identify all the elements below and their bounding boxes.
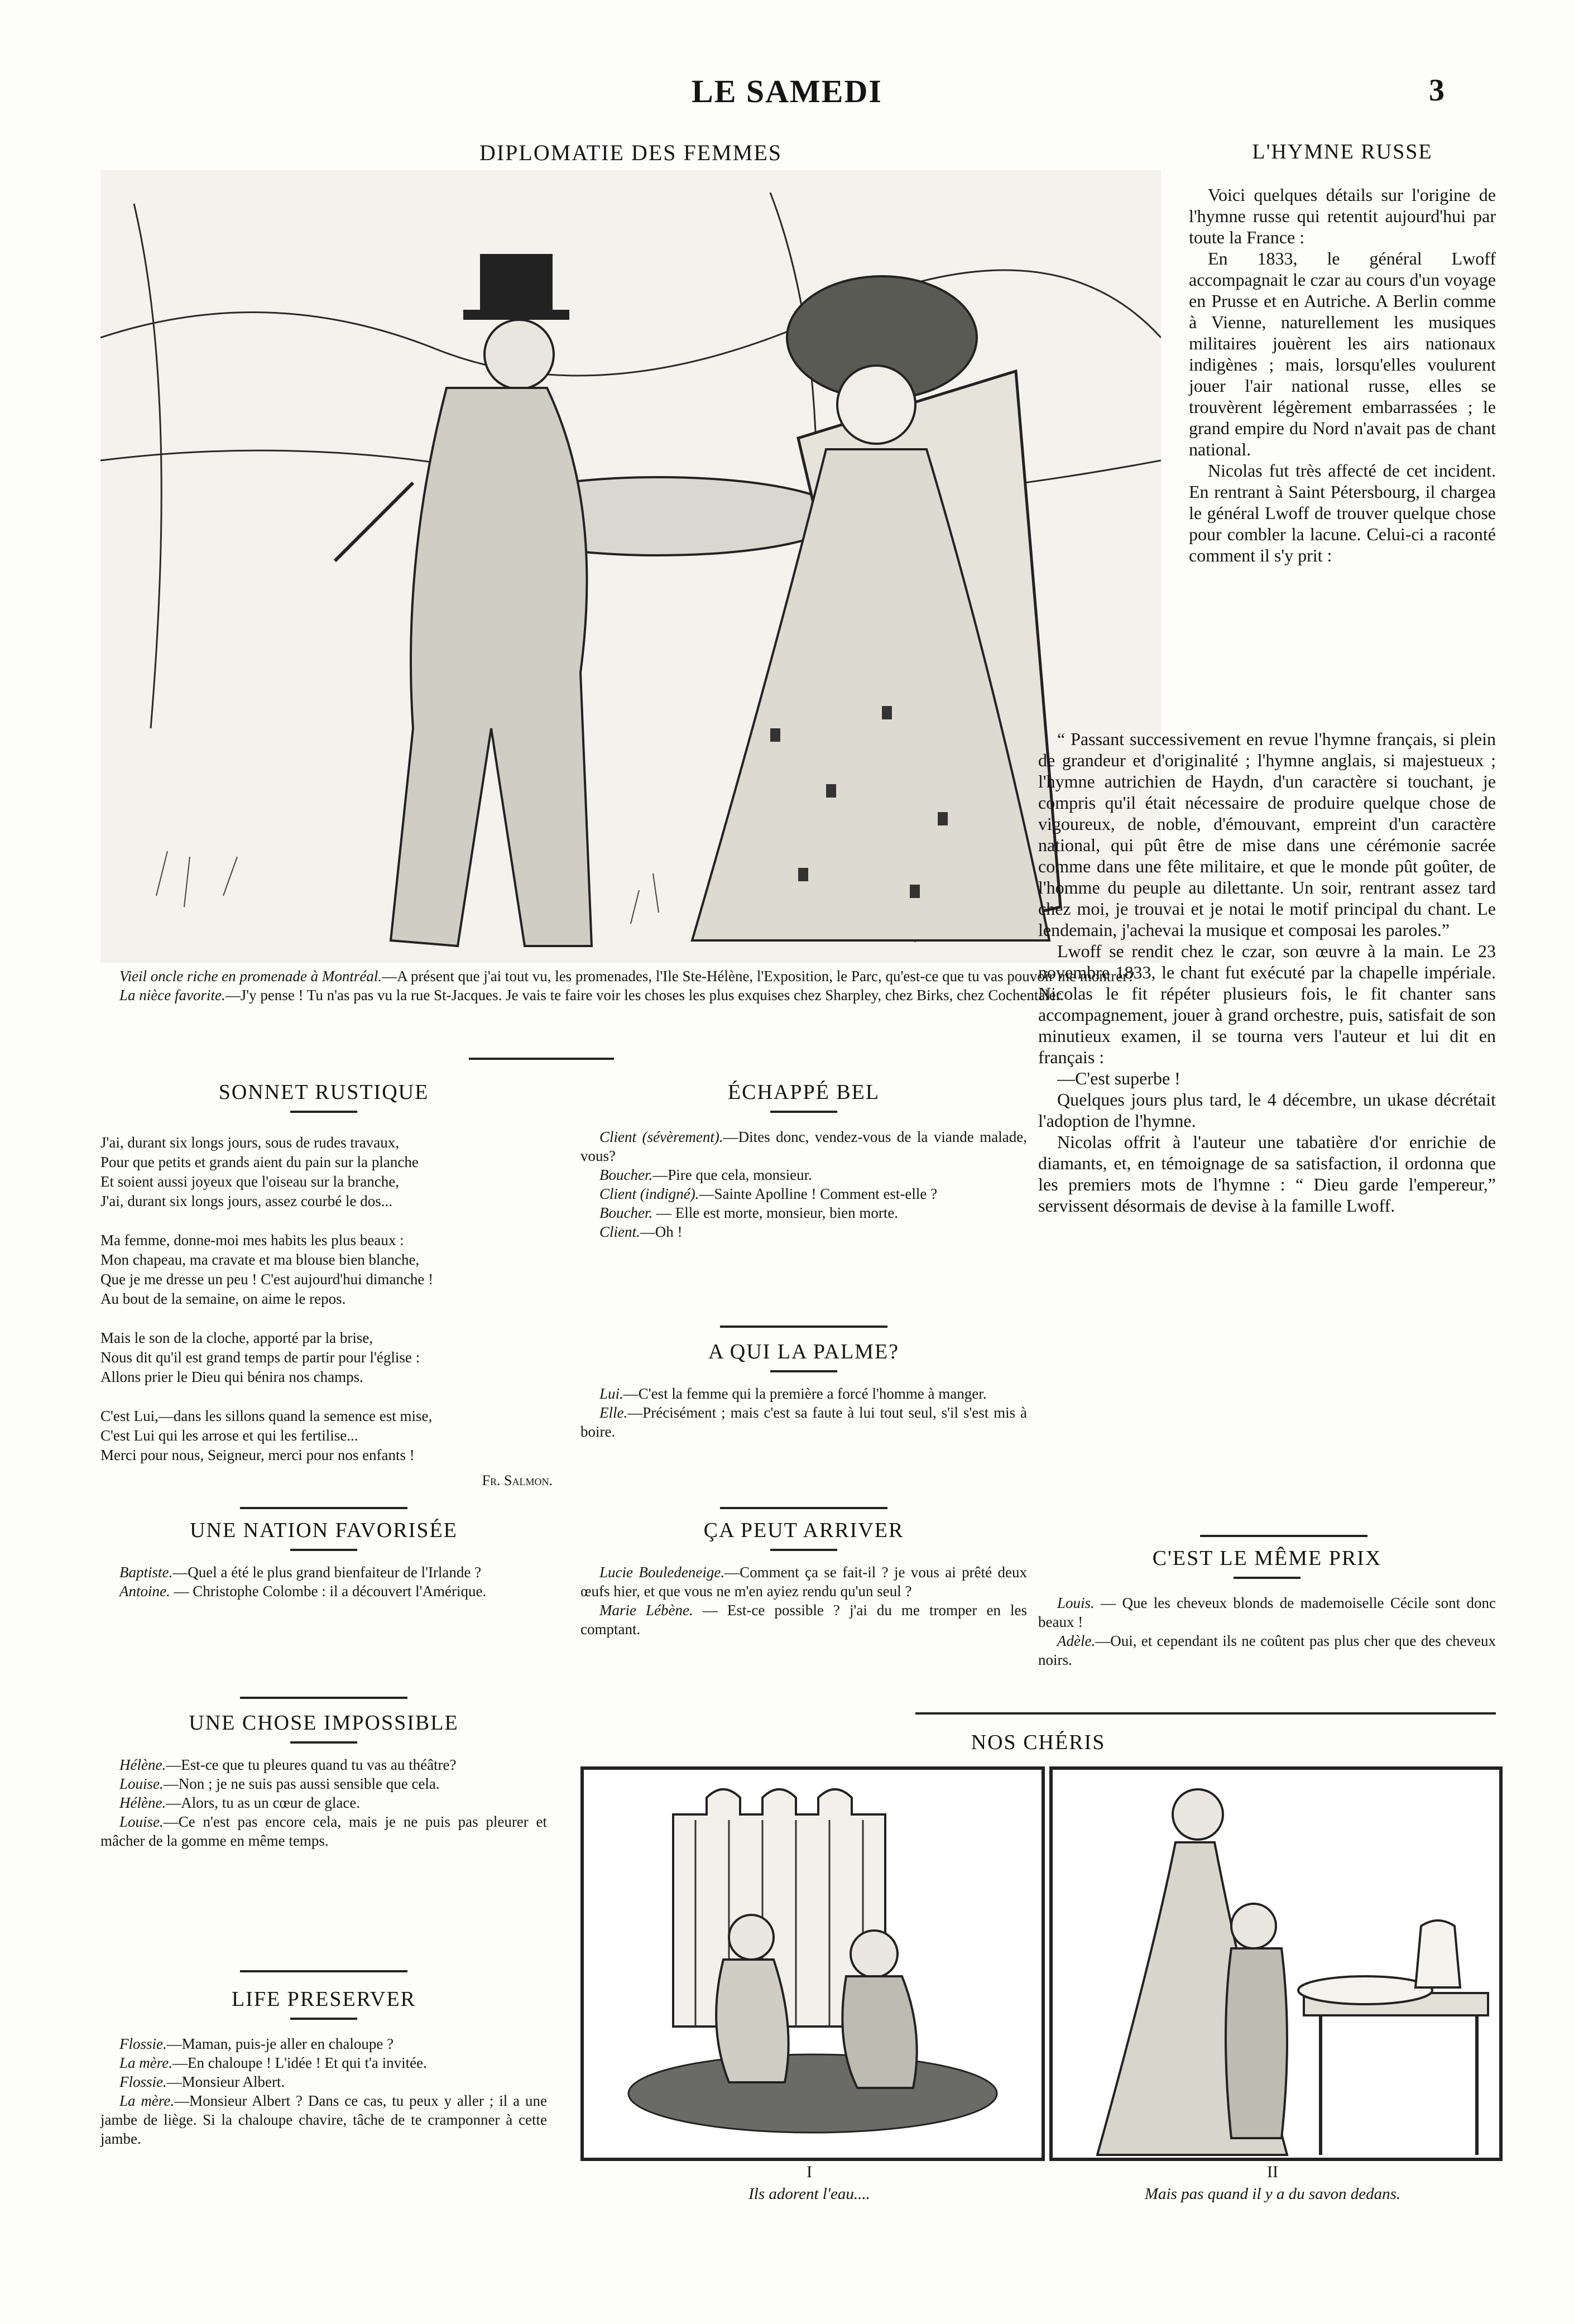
echappe-dialogue: Client (sévèrement).—Dites donc, vendez-vous de la viande malade, vous? Boucher.—Pire que cela, monsieur. Client (indigné).—Sainte Apolline ! Comment est-elle ? Boucher. — Elle est morte, monsieur, bien morte. Client.—Oh ! [580, 1129, 1027, 1240]
caption-line-niece: La nièce favorite.—J'y pense ! Tu n'as pas vu la rue St-Jacques. Je vais te faire voir les choses les plus exquises chez Sharpley, chez Birks, chez Cochentaler. [119, 987, 1064, 1003]
prix-heading: C'EST LE MÊME PRIX [1152, 1547, 1382, 1570]
panel-1-numeral: I [807, 2163, 812, 2181]
divider [290, 1741, 357, 1744]
palme-heading: A QUI LA PALME? [708, 1340, 900, 1363]
hymne-paragraph: En 1833, le général Lwoff accompagnait le czar au cours d'un voyage en Prusse et en Autriche. A Berlin comme à Vienne, naturellement les musiques militaires jouèrent les airs nationaux indigènes ; mais, lorsqu'elles voulurent jouer l'air national russe, elles se trouvèrent légèrement embarrassées ; le grand empire du Nord n'avait pas de chant national. [1189, 248, 1496, 459]
life-dialogue: Flossie.—Maman, puis-je aller en chaloupe ? La mère.—En chaloupe ! L'idée ! Et qui t'a invitée. Flossie.—Monsieur Albert. La mère.—Monsieur Albert ? Dans ce cas, tu peux y aller ; il a une jambe de liège. Si la chaloupe chavire, tâche de te cramponner à cette jambe. [100, 2035, 547, 2147]
divider [720, 1507, 887, 1509]
arriver-dialogue: Lucie Bouledeneige.—Comment ça se fait-il ? je vous ai prêté deux œufs hier, et que vous ne m'en ayiez rendu qu'un seul ? Marie Lébène. — Est-ce possible ? j'ai du me tromper en les comptant. [580, 1564, 1028, 1638]
hymne-paragraph: “ Passant successivement en revue l'hymne français, si plein de grandeur et d'originalité ; l'hymne anglais, si majestueux ; l'hymne autrichien de Haydn, d'un caractère si touchant, je compris qu'il était nécessaire de produire quelque chose de vigoureux, de noble, d'émouvant, empreint d'un caractère national, qui pût être de mise dans une cérémonie sacrée comme dans une fête militaire, et que le monde pût goûter, de l'homme du peuple au dilettante. Un soir, rentrant assez tard chez moi, je trouvai et je notai le motif principal du chant. Le lendemain, j'achevai la musique et composai les paroles.” [1038, 729, 1496, 940]
echappe-heading: ÉCHAPPÉ BEL [727, 1081, 880, 1104]
life-heading: LIFE PRESERVER [231, 1987, 416, 2011]
cheris-panel-2 [1049, 1766, 1503, 2161]
hymne-paragraph: Quelques jours plus tard, le 4 décembre, un ukase décrétait l'adoption de l'hymne. [1038, 1089, 1496, 1131]
hymne-paragraph: Lwoff se rendit chez le czar, son œuvre à la main. Le 23 novembre 1833, le chant fut exécuté par la chapelle impériale. Nicolas le fit répéter plusieurs fois, le fit chanter sans accompagnement, jouer à grand orchestre, puis, satisfait de son minutieux examen, il se tourna vers l'auteur et lui dit en français : [1038, 941, 1496, 1067]
impossible-dialogue: Hélène.—Est-ce que tu pleures quand tu vas au théâtre? Louise.—Non ; je ne suis pas aussi sensible que cela. Hélène.—Alors, tu as un cœur de glace. Louise.—Ce n'est pas encore cela, mais je ne puis pas pleurer et mâcher de la gomme en même temps. [100, 1756, 547, 1849]
cheris-heading: NOS CHÉRIS [971, 1731, 1106, 1754]
engraving-uncle-niece [100, 170, 1161, 963]
divider [469, 1058, 614, 1060]
palme-dialogue: Lui.—C'est la femme qui la première a forcé l'homme à manger. Elle.—Précisément ; mais c'est sa faute à lui tout seul, s'il s'est mis à boire. [580, 1385, 1027, 1440]
panel-2-numeral: II [1267, 2163, 1278, 2181]
divider [770, 1111, 837, 1113]
divider [240, 1697, 407, 1699]
nation-dialogue: Baptiste.—Quel a été le plus grand bienfaiteur de l'Irlande ? Antoine. — Christophe Colombe : il a découvert l'Amérique. [119, 1564, 487, 1600]
page-number: 3 [1429, 73, 1445, 108]
cheris-panel-1 [580, 1766, 1045, 2161]
divider [770, 1370, 837, 1372]
divider [240, 1507, 407, 1509]
hymne-paragraph: Voici quelques détails sur l'origine de l'hymne russe qui retentit aujourd'hui par toute la France : [1189, 185, 1496, 247]
divider [915, 1712, 1496, 1715]
sonnet-signature: Fr. Salmon. [482, 1472, 553, 1488]
sonnet-stanza: J'ai, durant six longs jours, sous de rudes travaux, Pour que petits et grands aient du pain sur la planche Et soient aussi joyeux que l'oiseau sur la branche, J'ai, durant six longs jours, assez courbé le dos... [100, 1134, 419, 1209]
divider [1200, 1535, 1367, 1537]
divider [290, 1111, 357, 1113]
masthead-title: LE SAMEDI [692, 73, 882, 109]
panel-2-caption: Mais pas quand il y a du savon dedans. [1144, 2185, 1401, 2203]
divider [290, 2018, 357, 2020]
nation-heading: UNE NATION FAVORISÉE [190, 1519, 458, 1542]
divider [770, 1549, 837, 1551]
hymne-paragraph: Nicolas offrit à l'auteur une tabatière d'or enrichie de diamants, et, en témoignage de sa satisfaction, il ordonna que les premiers mots de l'hymne : “ Dieu garde l'empereur,” servissent désormais de devise à la famille Lwoff. [1038, 1132, 1496, 1216]
divider [240, 1970, 407, 1972]
panel-1-caption: Ils adorent l'eau.... [748, 2185, 870, 2203]
impossible-heading: UNE CHOSE IMPOSSIBLE [189, 1711, 459, 1735]
engraving-children-water [584, 1770, 1042, 2158]
caption-line-uncle: Vieil oncle riche en promenade à Montréal.—A présent que j'ai tout vu, les promenades, l'Ile Ste-Hélène, l'Exposition, le Parc, qu'est-ce que tu vas pouvoir me montrer? [119, 968, 1135, 985]
divider [720, 1326, 887, 1328]
engraving-mother-washing-child [1053, 1770, 1499, 2158]
sonnet-heading: SONNET RUSTIQUE [218, 1081, 429, 1104]
sonnet-poem [100, 1133, 553, 1490]
sonnet-stanza: C'est Lui,—dans les sillons quand la semence est mise, C'est Lui qui les arrose et qui les fertilise... Merci pour nous, Seigneur, merci pour nos enfants ! [100, 1408, 433, 1463]
hymne-paragraph: Nicolas fut très affecté de cet incident. En rentrant à Saint Pétersbourg, il chargea le général Lwoff de trouver quelque chose pour combler la lacune. Celui-ci a raconté comment il s'y prit : [1189, 460, 1496, 565]
prix-dialogue: Louis. — Que les cheveux blonds de mademoiselle Cécile sont donc beaux ! Adèle.—Oui, et cependant ils ne coûtent pas plus cher que des cheveux noirs. [1038, 1595, 1496, 1668]
hymne-paragraph: —C'est superbe ! [1057, 1068, 1180, 1088]
divider [290, 1549, 357, 1551]
hymne-text-column [1189, 184, 1496, 566]
divider [1234, 1577, 1301, 1579]
diplomatie-caption [100, 967, 1172, 1005]
hymne-heading: L'HYMNE RUSSE [1252, 140, 1433, 164]
sonnet-stanza: Mais le son de la cloche, apporté par la brise, Nous dit qu'il est grand temps de partir pour l'église : Allons prier le Dieu qui bénira nos champs. [100, 1329, 420, 1385]
sonnet-stanza: Ma femme, donne-moi mes habits les plus beaux : Mon chapeau, ma cravate et ma blouse bien blanche, Que je me dresse un peu ! C'est aujourd'hui dimanche ! Au bout de la semaine, on aime le repos. [100, 1232, 434, 1307]
diplomatie-heading: DIPLOMATIE DES FEMMES [479, 140, 783, 165]
arriver-heading: ÇA PEUT ARRIVER [703, 1519, 904, 1542]
hymne-text-lower [1038, 728, 1496, 1216]
